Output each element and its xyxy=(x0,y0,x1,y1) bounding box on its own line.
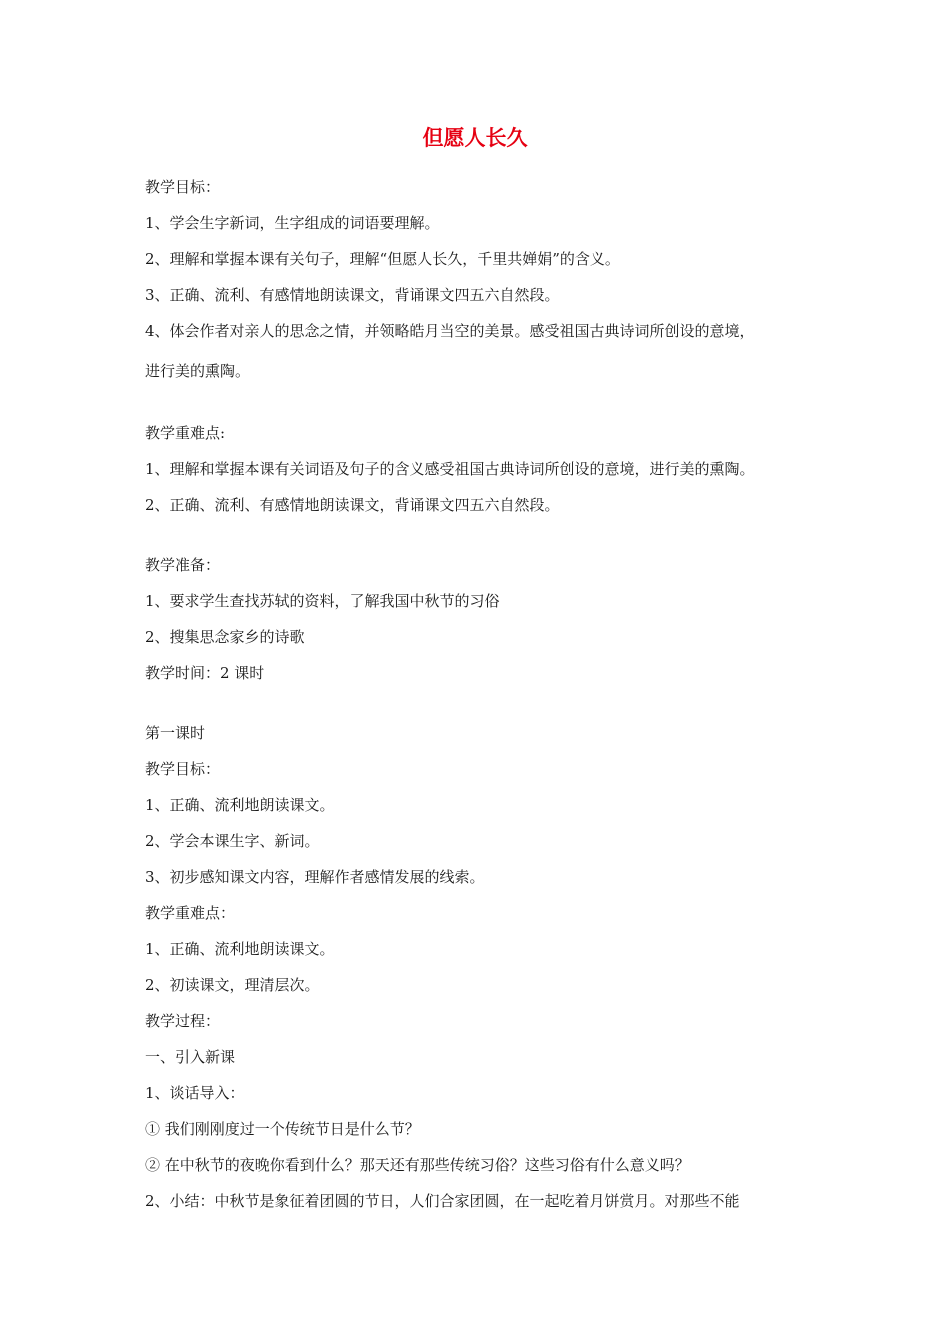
lesson-one-key-point-1: 1、正确、流利地朗读课文。 xyxy=(145,940,335,958)
section-heading-preparation: 教学准备： xyxy=(145,556,221,574)
section-heading-key-points: 教学重难点: xyxy=(145,424,226,442)
teaching-process-heading: 教学过程： xyxy=(145,1012,221,1030)
lesson-one-key-point-2: 2、初读课文，理清层次。 xyxy=(145,976,320,994)
lesson-one-objectives-heading: 教学目标： xyxy=(145,760,221,778)
question-1: ① 我们刚刚度过一个传统节日是什么节？ xyxy=(145,1120,420,1138)
objective-1: 1、学会生字新词，生字组成的词语要理解。 xyxy=(145,214,440,232)
question-2: ② 在中秋节的夜晚你看到什么？那天还有那些传统习俗？这些习俗有什么意义吗？ xyxy=(145,1156,690,1174)
objective-4-continued: 进行美的熏陶。 xyxy=(145,362,251,380)
document-title: 但愿人长久 xyxy=(422,125,528,150)
teaching-time: 教学时间：2 课时 xyxy=(145,664,265,682)
process-substep-talk: 1、谈话导入： xyxy=(145,1084,245,1102)
section-heading-objectives: 教学目标： xyxy=(145,178,221,196)
objective-4: 4、体会作者对亲人的思念之情，并领略皓月当空的美景。感受祖国古典诗词所创设的意境， xyxy=(145,322,755,340)
objective-3: 3、正确、流利、有感情地朗读课文，背诵课文四五六自然段。 xyxy=(145,286,560,304)
lesson-one-heading: 第一课时 xyxy=(145,724,206,742)
preparation-2: 2、搜集思念家乡的诗歌 xyxy=(145,628,305,646)
process-step-intro: 一、引入新课 xyxy=(145,1048,236,1066)
objective-2: 2、理解和掌握本课有关句子，理解“但愿人长久，千里共婵娟”的含义。 xyxy=(145,250,620,268)
process-summary: 2、小结：中秋节是象征着团圆的节日，人们合家团圆，在一起吃着月饼赏月。对那些不能 xyxy=(145,1192,740,1210)
lesson-one-key-points-heading: 教学重难点： xyxy=(145,904,236,922)
lesson-one-objective-2: 2、学会本课生字、新词。 xyxy=(145,832,320,850)
key-point-1: 1、理解和掌握本课有关词语及句子的含义感受祖国古典诗词所创设的意境，进行美的熏陶。 xyxy=(145,460,755,478)
lesson-one-objective-3: 3、初步感知课文内容，理解作者感情发展的线索。 xyxy=(145,868,485,886)
key-point-2: 2、正确、流利、有感情地朗读课文，背诵课文四五六自然段。 xyxy=(145,496,560,514)
preparation-1: 1、要求学生查找苏轼的资料，了解我国中秋节的习俗 xyxy=(145,592,500,610)
lesson-one-objective-1: 1、正确、流利地朗读课文。 xyxy=(145,796,335,814)
